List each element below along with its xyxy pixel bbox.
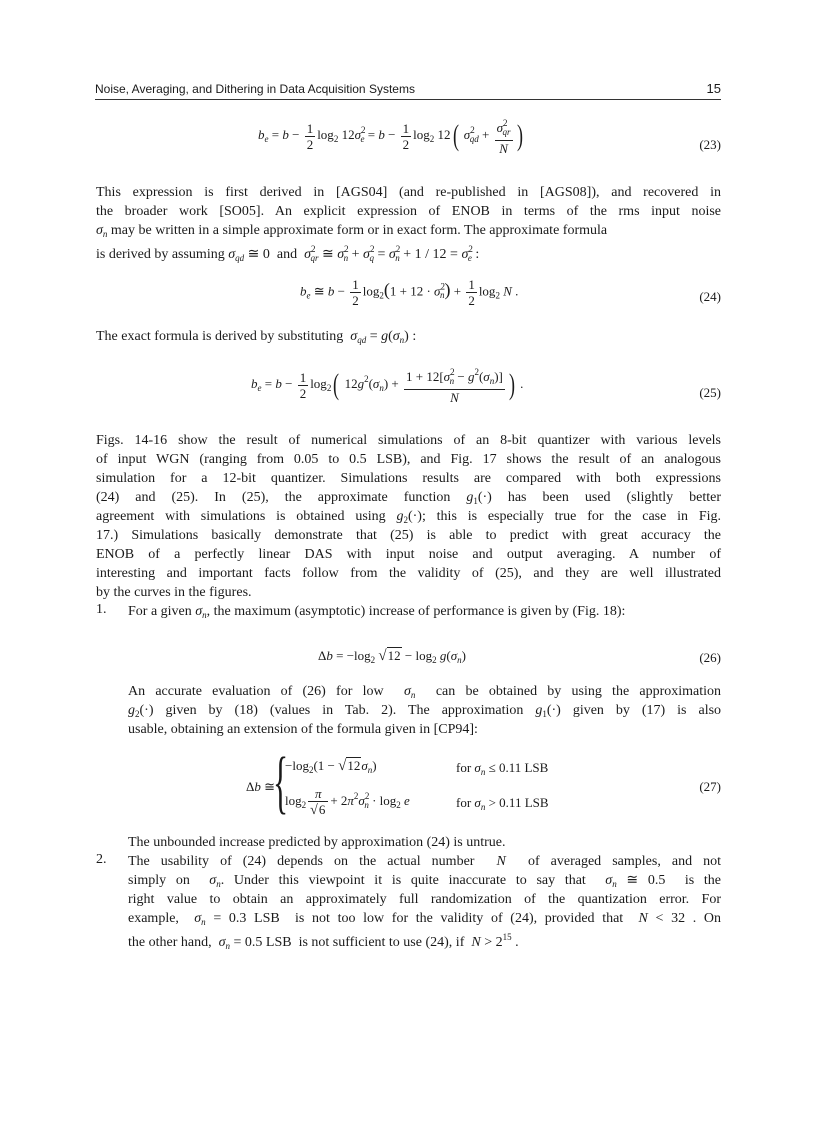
equation-24-number: (24)	[699, 289, 721, 304]
text-line: right value to obtain an approximately full randomization of the quantization error. For	[128, 892, 721, 907]
equation-25-number: (25)	[699, 385, 721, 400]
text-line: agreement with simulations is obtained using $g_2(\cdot)$; this is especially true for the case in Fig.	[96, 509, 721, 525]
text-line: (24) and (25). In (25), the approximate function $g_1(\cdot)$ has been used (slightly better	[96, 490, 722, 506]
equation-24: $b_e$ ≅ b − $\frac{1}{2}$ $\log_2(1 + 12 \cdot \sigma^2_n)$ + $\frac{1}{2}$ $\log_2 N$ .	[300, 277, 519, 308]
text-line: An accurate evaluation of (26) for low $\sigma_n$ can be obtained by using the approximation	[128, 684, 722, 700]
list-number: 2.	[96, 852, 107, 867]
paragraph	[128, 682, 721, 739]
equation-25: $b_e = b$ − $\frac{1}{2}$ $\log_2$( $12g^2(\sigma_n)$ + $\frac{1 + 12[\sigma^2_n - g^2(\sigma_n)]}{N}$ ) .	[251, 367, 524, 405]
text-line: the other hand, $\sigma_n = 0.5$ LSB is not sufficient to use (24), if $N > 2^{15}$ .	[128, 932, 519, 951]
text-line: example, $\sigma_n = 0.3$ LSB is not too low for the validity of (24), provided that N < 32 . On	[128, 911, 722, 927]
page-number: 15	[706, 81, 721, 96]
running-header-title: Noise, Averaging, and Dithering in Data Acquisition Systems	[95, 82, 415, 96]
text-line: The exact formula is derived by substituting $\sigma_{qd} = g(\sigma_n)$ :	[96, 329, 417, 345]
text-line: interesting and important facts follow from the validity of (25), and they are well illustrated	[96, 566, 721, 581]
equation-27-number: (27)	[699, 779, 721, 794]
text-line: of input WGN (ranging from 0.05 to 0.5 LSB), and Fig. 17 shows the result of an analogous	[96, 452, 721, 467]
list-item	[128, 852, 722, 951]
text-line: The usability of (24) depends on the actual number N of averaged samples, and not	[128, 854, 721, 869]
text-line: ENOB of a perfectly linear DAS with input noise and output averaging. A number of	[96, 547, 721, 562]
equation-23: $b_e = b$ − $\frac{1}{2}$ $\log_2 12\sigma^2_e = b$ − $\frac{1}{2}$ $\log_2 12$( $\sigma^2_{qd}$ + $\frac{\sigma^2_{qr}}{N}$ )	[258, 118, 523, 156]
text-line: This expression is first derived in [AGS04] (and re-published in [AGS08]), and recovered in	[96, 185, 721, 200]
text-line: $g_2(\cdot)$ given by (18) (values in Tab. 2). The approximation $g_1(\cdot)$ given by (17) is also	[128, 703, 722, 719]
left-brace: {	[273, 744, 289, 821]
text-line: $\sigma_n$ may be written in a simple approximate form or in exact form. The approximate formula	[96, 223, 608, 239]
list-item	[128, 602, 721, 621]
text-line: usable, obtaining an extension of the formula given in [CP94]:	[128, 722, 478, 737]
page: Noise, Averaging, and Dithering in Data Acquisition Systems 15 $b_e = b$ − $\frac{1}{2}$ $\log_2 12\sigma^2_e = b$ − $\frac{1}{2}$ $\log_2 12$( $\sigma^2_{qd}$ + $\frac{\sigma^2_{qr}}{N}$ ) (23) This expression is first derived in [AGS04] (and re-published in [AGS08]), and recovered in the broader work [SO05]. An explicit expression of ENOB in terms of the rms input noise $\sigma_n$ may be written in a simple approximate form or in exact form. The approximate formula is derived by assuming $\sigma_{qd}$ ≅ 0 and $\sigma^2_{qr}$ ≅ $\sigma^2_n + \sigma^2_q = \sigma^2_n + 1 / 12 = \sigma^2_e$ : $b_e$ ≅ b − $\frac{1}{2}$ $\log_2(1 + 12 \cdot \sigma^2_n)$ + $\frac{1}{2}$ $\log_2 N$ . (24) The exact formula is derived by substituting $\sigma_{qd} = g(\sigma_n)$ : $b_e = b$ − $\frac{1}{2}$ $\log_2$( $12g^2(\sigma_n)$ + $\frac{1 + 12[\sigma^2_n - g^2(\sigma_n)]}{N}$ ) . (25) Figs. 14-16 show the result of numerical simulations of an 8-bit quantizer with various levels of input WGN (ranging from 0.05 to 0.5 LSB), and Fig. 17 shows the result of an analogous simulation for a 12-bit quantizer. Simulations results are compared with both expressions (24) and (25). In (25), the approximate function $g_1(\cdot)$ has been used (slightly better agreement with simulations is obtained using $g_2(\cdot)$; this is especially true for the case in Fig. 17.) Simulations basically demonstrate that (25) is able to predict with great accuracy the ENOB of a perfectly linear DAS with input noise and output averaging. A number of interesting and important facts follow from the validity of (25), and they are well illustrated by the curves in the figures. 1. For a given $\sigma_n$, the maximum (asymptotic) increase of performance is given by (Fig. 18): $\Delta b = -\log_2$ $√12 - \log_2 g(\sigma_n)$ (26) An accurate evaluation of (26) for low $\sigma_n$ can be obtained by using the approximation $g_2(\cdot)$ given by (18) (values in Tab. 2). The approximation $g_1(\cdot)$ given by (17) is also usable, obtaining an extension of the formula given in [CP94]: Δb ≅ { $-\log_2(1 - √12\sigma_n)$ for $\sigma_n \le 0.11$ LSB $\log_2$ $\frac{\pi}{√6}$ + $2\pi^2\sigma^2_n \cdot \log_2 e$ for $\sigma_n > 0.11$ LSB (27) The unbounded increase predicted by approximation (24) is untrue. 2. The usability of (24) depends on the actual number N of averaged samples, and not simply on $\sigma_n$. Under this viewpoint it is quite inaccurate to say that $\sigma_n$ ≅ 0.5 is the right value to obtain an approximately full randomization of the quantization error. For example, $\sigma_n = 0.3$ LSB is not too low for the validity of (24), provided that N < 32 . On the other hand, $\sigma_n = 0.5$ LSB is not sufficient to use (24), if $N > 2^{15}$ .	[95, 81, 722, 951]
paragraph	[96, 183, 721, 263]
text-line: simply on $\sigma_n$. Under this viewpoint it is quite inaccurate to say that $\sigma_n$ ≅ 0.5 is the	[128, 873, 721, 889]
paragraph	[96, 327, 721, 346]
text-line: the broader work [SO05]. An explicit expression of ENOB in terms of the rms input noise	[96, 204, 721, 219]
text-line: is derived by assuming $\sigma_{qd}$ ≅ 0 and $\sigma^2_{qr}$ ≅ $\sigma^2_n + \sigma^2_q = \sigma^2_n + 1 / 12 = \sigma^2_e$ :	[96, 244, 480, 263]
equation-26-number: (26)	[699, 650, 721, 665]
list-number: 1.	[96, 602, 107, 617]
text-line: The unbounded increase predicted by approximation (24) is untrue.	[128, 835, 506, 850]
equation-26: $\Delta b = -\log_2$ $√12 - \log_2 g(\sigma_n)$	[318, 648, 466, 665]
paragraph	[96, 431, 721, 602]
text-line: Figs. 14-16 show the result of numerical simulations of an 8-bit quantizer with various levels	[96, 433, 721, 448]
text-line: simulation for a 12-bit quantizer. Simulations results are compared with both expressions	[96, 471, 721, 486]
text-line: by the curves in the figures.	[96, 585, 252, 600]
equation-23-number: (23)	[699, 137, 721, 152]
text-line: 17.) Simulations basically demonstrate that (25) is able to predict with great accuracy the	[96, 528, 721, 543]
text-line: For a given $\sigma_n$, the maximum (asymptotic) increase of performance is given by (Fig. 18):	[128, 604, 626, 620]
running-header	[95, 81, 721, 100]
paragraph	[128, 833, 721, 852]
